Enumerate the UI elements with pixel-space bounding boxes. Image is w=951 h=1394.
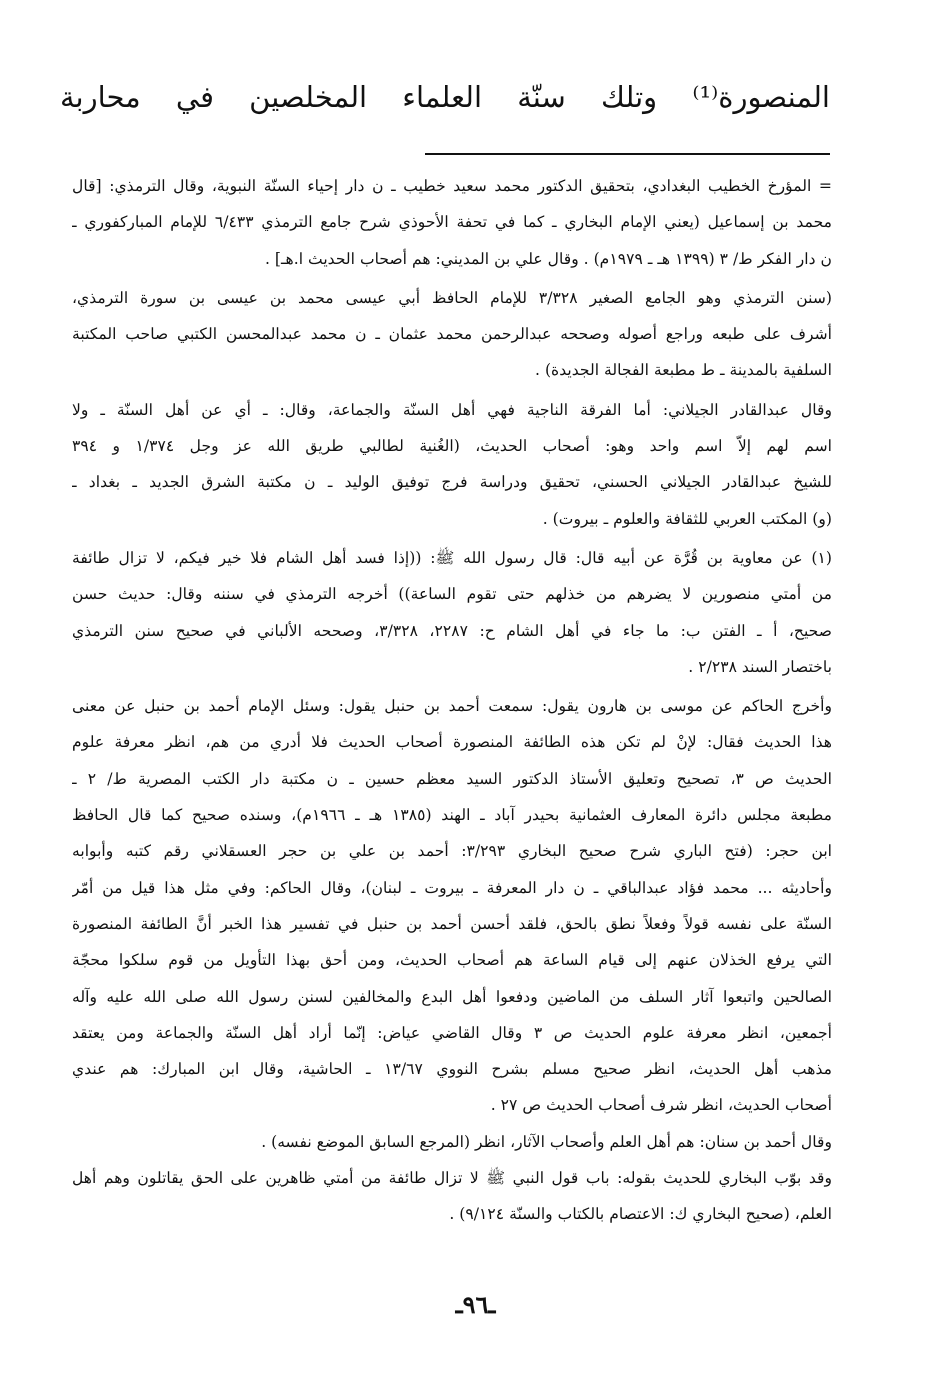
footnote-line: من أمتي منصورين لا يضرهم من خذلهم حتى تقوم الساعة)) أخرجه الترمذي في سننه وقال: حديث حسن [72,585,832,604]
footnote-line: السلفية بالمدينة ـ ط مطبعة الفجالة الجديدة) . [535,361,832,380]
footnote-line: وقال عبدالقادر الجيلاني: أما الفرقة الناجية فهي أهل السنّة والجماعة، وقال: ـ أي عن أهل السنّة ـ ولا [72,400,832,419]
footnote-line: ن دار الفكر ط/ ٣ (١٣٩٩ هـ ـ ١٩٧٩م) . وقال علي بن المديني: هم أصحاب الحديث ا.هـ] . [264,249,832,268]
footnote-line: وأخرج الحاكم عن موسى بن هارون يقول: سمعت أحمد بن حنبل يقول: وسئل الإمام أحمد بن حنبل عن معنى [72,697,832,716]
footnote-line: = المؤرخ الخطيب البغدادي، بتحقيق الدكتور محمد سعيد خطيب ـ ن دار إحياء السنّة النبوية، وقال الترمذي: [قال [72,177,832,195]
footnote-line: أجمعين، انظر معرفة علوم الحديث ص ٣ وقال القاضي عياض: إنّما أراد أهل السنّة والجماعة ومن يعتقد [72,1023,832,1042]
footnote-jilani-quote [72,392,832,537]
footnotes-area [72,168,832,1233]
footnote-line: العلم، (صحيح البخاري ك: الاعتصام بالكتاب والسنّة ٩/١٢٤) . [449,1205,832,1224]
footnote-ahmad-bin-sinan [72,1124,832,1160]
footnote-line: أشرف على طبعه وراجع أصوله وصححه عبدالرحمن محمد عثمان ـ ن محمد عبدالمحسن الكتبي صاحب المكتبة [72,325,832,344]
footnote-hakim [72,688,832,1124]
footnote-line: (سنن الترمذي وهو الجامع الصغير ٣/٣٢٨ للإمام الحافظ أبي عيسى محمد بن عيسى بن سورة الترمذي، [72,288,832,307]
footnote-line: باختصار السند ٢/٢٣٨ . [688,657,832,676]
footnote-continuation [72,168,832,277]
footnote-line: (١) عن معاوية بن قُرَّة عن أبيه قال: قال رسول الله ﷺ: ((إذا فسد أهل الشام فلا خير فيكم، لا تزال طائفة [72,548,832,567]
page-number: ـ٩٦ـ [455,1290,496,1319]
footnote-line: ابن حجر: (فتح الباري شرح صحيح البخاري ٣/٢٩٣: أحمد بن علي بن حجر العسقلاني رقم كتبه وأبوابه [72,842,832,861]
footnote-line: مذهب أهل الحديث، انظر صحيح مسلم بشرح النووي ١٣/٦٧ ـ الحاشية، وقال ابن المبارك: هم عندي [72,1060,832,1079]
footnote-line: السنّة على نفسه قولاً وفعلاً نطق بالحق، فلقد أحسن أحمد بن حنبل في تفسير هذا الخبر أنَّ الطائفة المنصورة [72,914,832,933]
running-header: المنصورة⁽¹⁾ وتلك سنّة العلماء المخلصين في محاربة [60,80,830,114]
footnote-line: صحيح، أ ـ الفتن ب: ما جاء في أهل الشام ح: ٢٢٨٧، ٣/٣٢٨، وصححه الألباني في صحيح سنن الترمذي [72,621,832,640]
footnote-reference-tirmidhi [72,280,832,389]
footnote-line: الصالحين واتبعوا آثار السلف من الماضين ودفعوا أهل البدع والمخالفين لسنن رسول الله صلى الله عليه وآله [72,987,832,1006]
footnote-line: التي يرفع الخذلان عنهم إلى قيام الساعة هم أصحاب الحديث، ومن أحق بهذا التأويل من قوم سلكوا محجّة [72,951,832,970]
footnote-1 [72,540,832,685]
footnote-line: أصحاب الحديث، انظر شرف أصحاب الحديث ص ٢٧ . [490,1096,832,1115]
footnote-line: للشيخ عبدالقادر الجيلاني الحسني، تحقيق ودراسة فرج توفيق الوليد ـ ن مكتبة الشرق الجديد ـ بغداد ـ [72,473,832,492]
footnote-line: الحديث ص ٣، تصحيح وتعليق الأستاذ الدكتور السيد معظم حسين ـ ن مكتبة دار الكتب المصرية ط/ ٢ ـ [72,769,832,788]
footnote-bukhari-chapter [72,1160,832,1233]
footnote-line: اسم لهم إلاّ اسم واحد وهو: أصحاب الحديث، (الغُنية لطالبي طريق الله عز وجل ١/٣٧٤ و ٣٩٤ [72,437,832,456]
footnote-line: مطبعة مجلس دائرة المعارف العثمانية بحيدر آباد ـ الهند (١٣٨٥ هـ ـ ١٩٦٦م)، وسنده صحيح كما قال الحافظ [72,806,832,825]
footnote-line: (و) المكتب العربي للثقافة والعلوم ـ بيروت) . [542,509,832,528]
footnote-line: وقد بوّب البخاري للحديث بقوله: باب قول النبي ﷺ لا تزال طائفة من أمتي ظاهرين على الحق يقاتلون وهم أهل [72,1169,832,1188]
footnote-line: هذا الحديث فقال: لإنْ لم تكن هذه الطائفة المنصورة أصحاب الحديث فلا أدري من هم، انظر معرفة علوم [72,733,832,752]
footnote-line: وأحاديثه ... محمد فؤاد عبدالباقي ـ ن دار المعرفة ـ بيروت ـ لبنان)، وقال الحاكم: وفي مثل هذا قيل من أمّر [72,878,832,897]
footnote-line: محمد بن إسماعيل (يعني الإمام البخاري ـ كما في تحفة الأحوذي شرح جامع الترمذي ٦/٤٣٣ للإمام المباركفوري ـ [72,213,832,232]
footnote-line: وقال أحمد بن سنان: هم أهل العلم وأصحاب الآثار، انظر (المرجع السابق الموضع نفسه) . [261,1132,832,1151]
footnote-separator-rule [425,153,830,155]
